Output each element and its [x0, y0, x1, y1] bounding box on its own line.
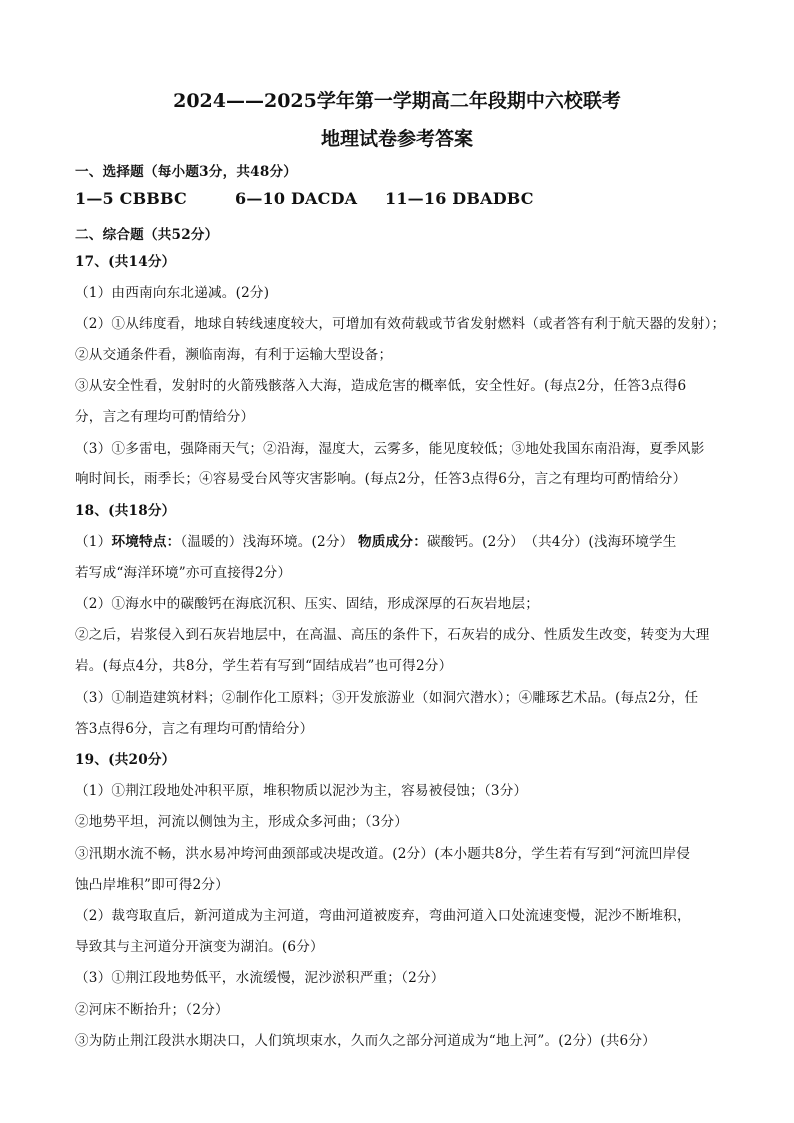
q19-line: （3）①荆江段地势低平，水流缓慢，泥沙淤积严重；（2分）	[75, 970, 445, 986]
q19-line: 蚀凸岸堆积”即可得2分）	[75, 877, 229, 893]
q17-line: （1）由西南向东北递减。(2分)	[75, 285, 270, 301]
exam-title: 2024——2025学年第一学期高二年段期中六校联考	[173, 90, 621, 112]
q17-line: ③从安全性看，发射时的火箭残骸落入大海，造成危害的概率低，安全性好。(每点2分，任答3点得6	[75, 378, 687, 394]
q18-line: （3）①制造建筑材料；②制作化工原料；③开发旅游业（如洞穴潜水）；④雕琢艺术品。(每点2分，任	[75, 690, 699, 706]
q19-line: （1）①荆江段地处冲积平原，堆积物质以泥沙为主，容易被侵蚀；（3分）	[75, 783, 528, 799]
answer-key-title: 地理试卷参考答案	[320, 128, 473, 150]
section-two-heading: 二、综合题（共52分）	[75, 227, 219, 243]
answers-1-5: 1—5 CBBBC	[75, 189, 187, 208]
q17-line: 响时间长，雨季长；④容易受台风等灾害影响。(每点2分，任答3点得6分，言之有理均可酌情给分）	[75, 471, 687, 487]
answers-11-16: 11—16 DBADBC	[385, 189, 534, 208]
q19-line: ②地势平坦，河流以侧蚀为主，形成众多河曲；（3分）	[75, 814, 409, 830]
material-answer: 碳酸钙。(2分） （共4分）(浅海环境学生	[426, 534, 677, 550]
q18-heading: 18、(共18分）	[75, 503, 176, 519]
environment-answer: （温暖的）浅海环境。(2分）	[180, 534, 354, 550]
q18-line	[75, 530, 677, 550]
q18-line: ②之后，岩浆侵入到石灰岩地层中，在高温、高压的条件下，石灰岩的成分、性质发生改变，转变为大理	[75, 627, 710, 643]
q17-line: （3）①多雷电，强降雨天气；②沿海，湿度大，云雾多，能见度较低；③地处我国东南沿海，夏季风影	[75, 441, 705, 457]
q18-line: 若写成“海洋环境”亦可直接得2分）	[75, 565, 292, 581]
choice-answers	[75, 189, 534, 208]
q19-line: （2）裁弯取直后，新河道成为主河道，弯曲河道被废弃，弯曲河道入口处流速变慢，泥沙不断堆积，	[75, 908, 691, 924]
q19-line: 导致其与主河道分开演变为湖泊。(6分）	[75, 939, 324, 955]
q18-line: （2）①海水中的碳酸钙在海底沉积、压实、固结，形成深厚的石灰岩地层；	[75, 596, 540, 612]
q17-line: （2）①从纬度看，地球自转线速度较大，可增加有效荷载或节省发射燃料（或者答有利于航天器的发射）；	[75, 316, 726, 332]
answers-6-10: 6—10 DACDA	[235, 189, 358, 208]
q17-line: ②从交通条件看，濒临南海，有利于运输大型设备；	[75, 347, 393, 363]
q18-part1-number: （1）	[75, 534, 112, 550]
q17-heading: 17、(共14分）	[75, 254, 176, 270]
section-one-heading: 一、选择题（每小题3分，共48分）	[75, 164, 298, 180]
material-label: 物质成分：	[358, 534, 427, 550]
environment-label: 环境特点：	[111, 534, 181, 550]
q19-heading: 19、(共20分）	[75, 752, 176, 768]
q19-line: ③汛期水流不畅，洪水易冲垮河曲颈部或决堤改道。(2分）(本小题共8分，学生若有写到“河流凹岸侵	[75, 846, 691, 862]
q19-line: ③为防止荆江段洪水期决口，人们筑坝束水，久而久之部分河道成为“地上河”。(2分）(共6分）	[75, 1033, 656, 1049]
q18-line: 岩。(每点4分，共8分，学生若有写到“固结成岩”也可得2分）	[75, 658, 453, 674]
q19-line: ②河床不断抬升；（2分）	[75, 1002, 229, 1018]
q18-line: 答3点得6分，言之有理均可酌情给分）	[75, 721, 314, 737]
q17-line: 分，言之有理均可酌情给分）	[75, 409, 255, 425]
